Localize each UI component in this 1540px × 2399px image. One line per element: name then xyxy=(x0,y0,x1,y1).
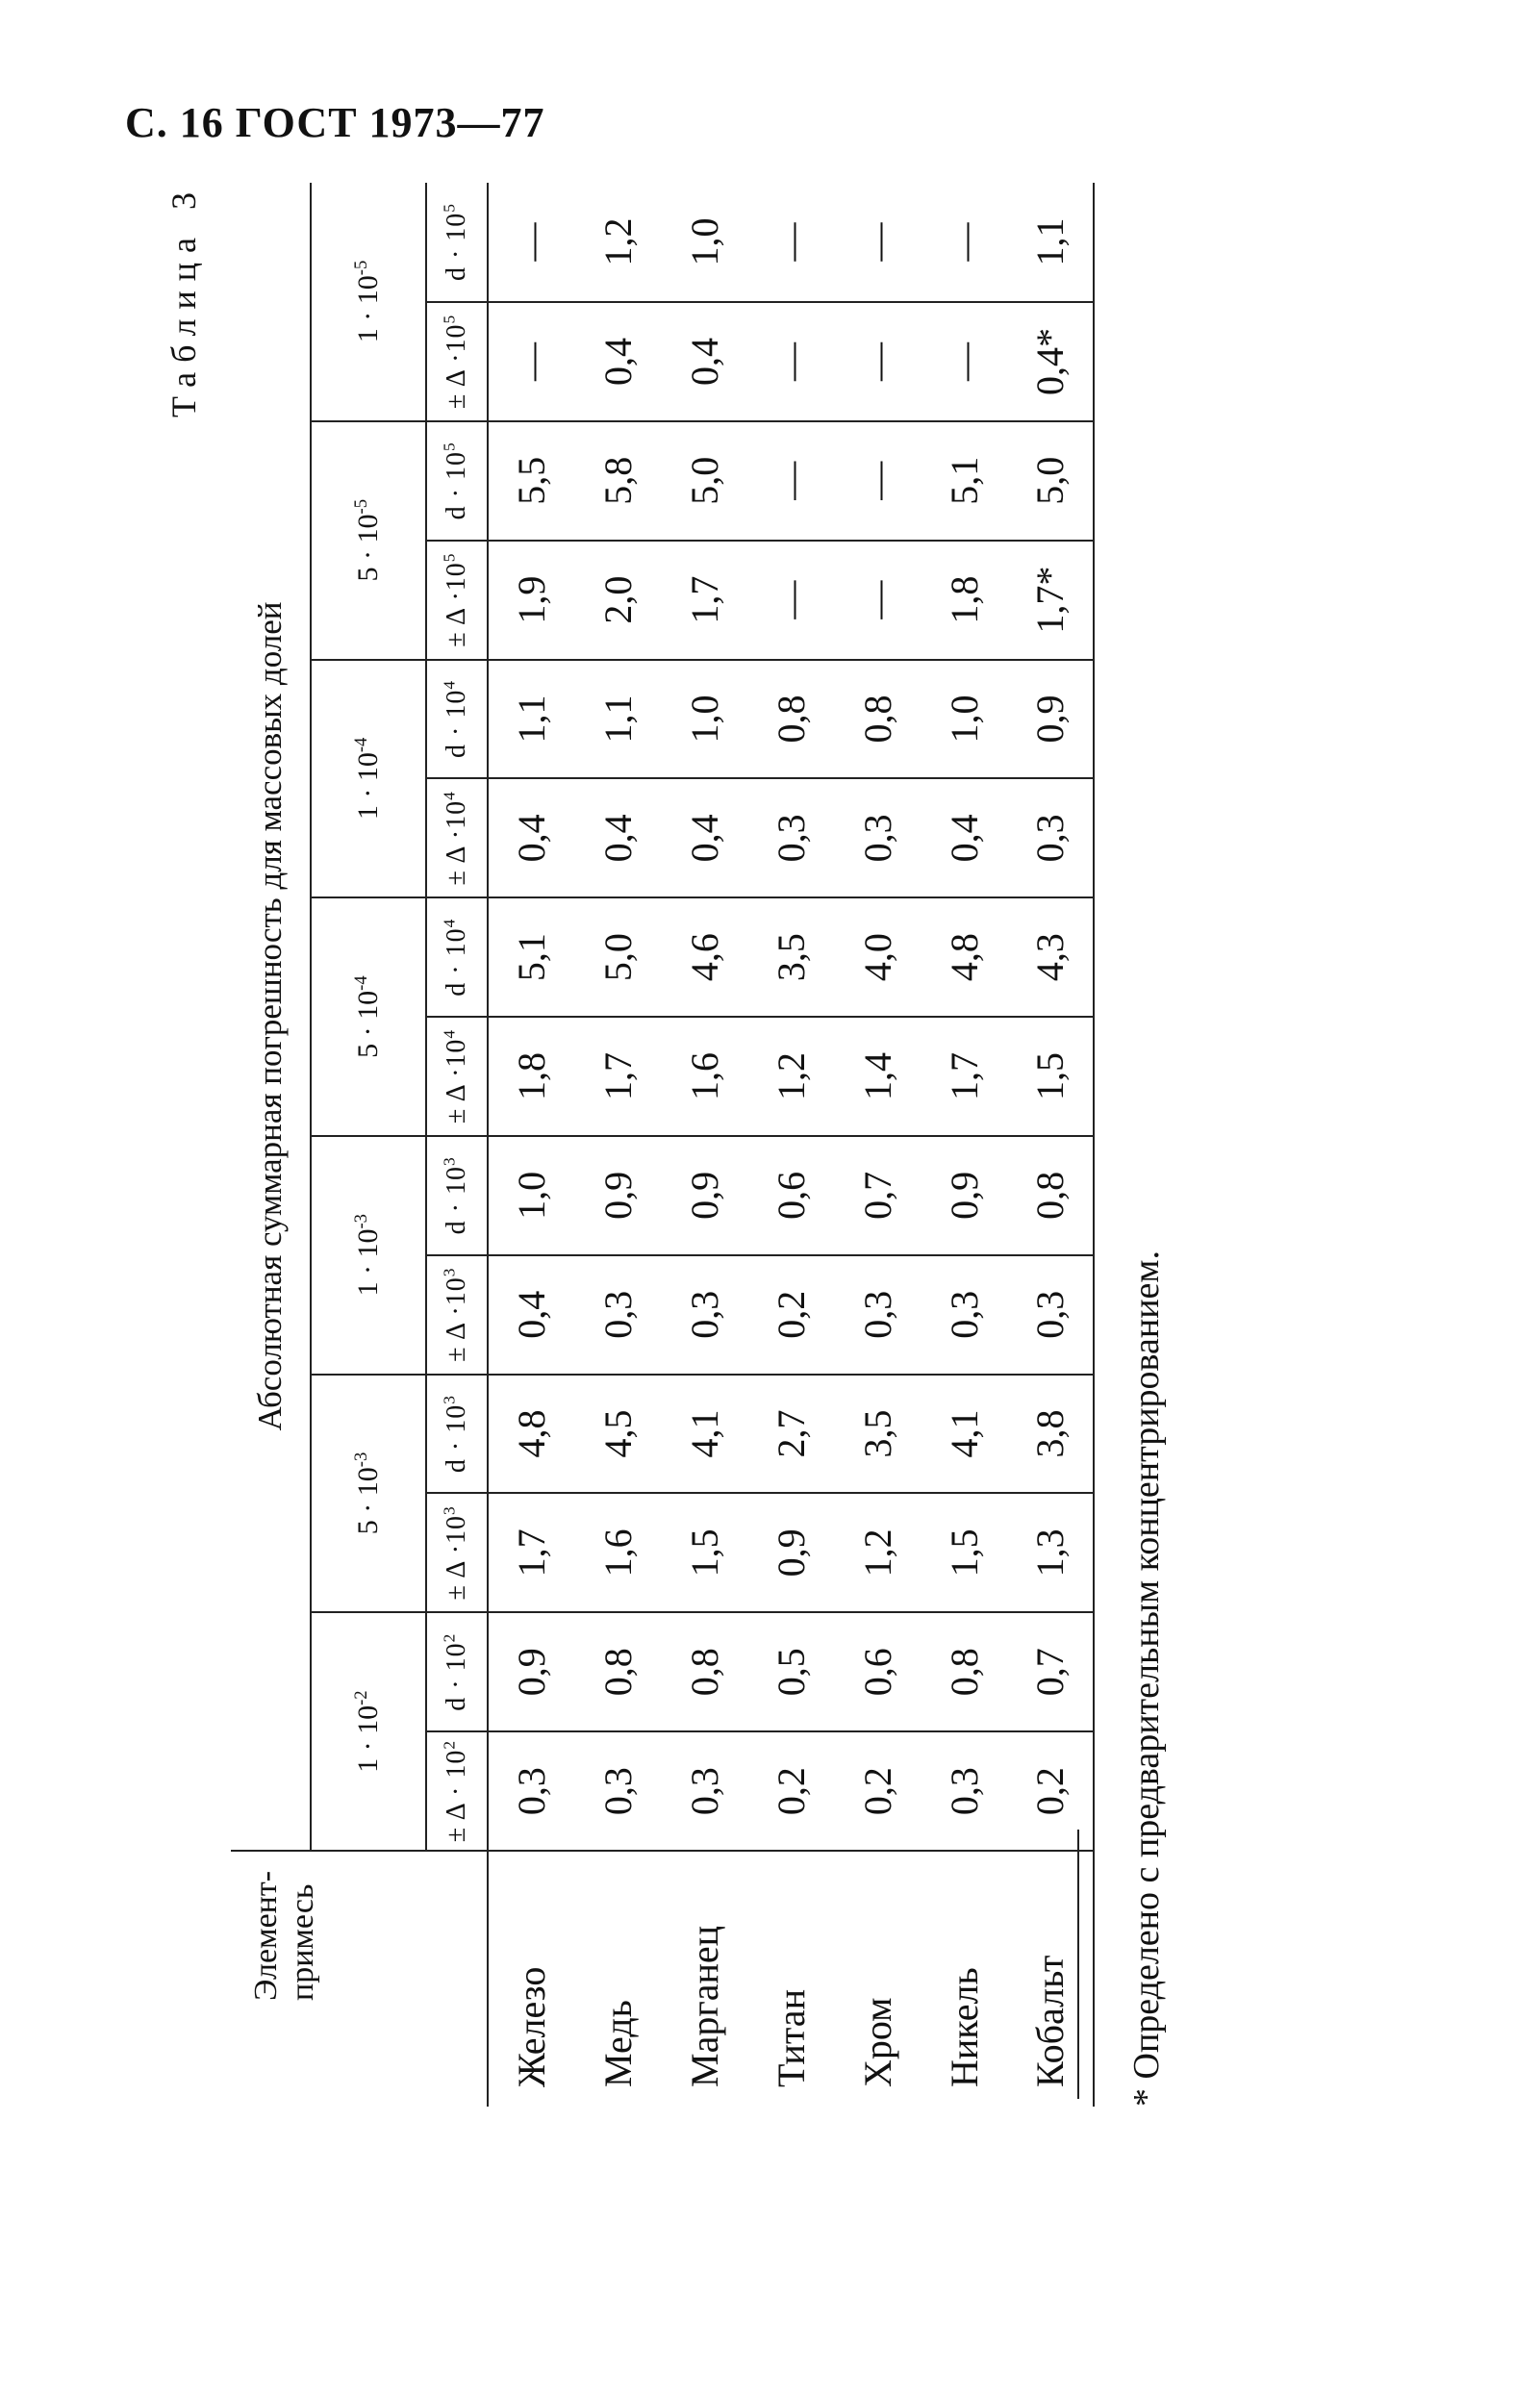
table-cell: 3,5 xyxy=(747,897,834,1017)
table-cell: 0,2 xyxy=(1007,1731,1094,1851)
table-cell: 0,6 xyxy=(834,1612,921,1731)
table-cell: 1,7 xyxy=(921,1017,1007,1136)
base-text: 1 · 10 xyxy=(352,1228,384,1297)
table-cell: 2,7 xyxy=(747,1375,834,1494)
delta-subheader xyxy=(426,1255,488,1375)
table-cell: 4,6 xyxy=(661,897,747,1017)
table-cell: 0,6 xyxy=(747,1136,834,1255)
table-cell: 0,9 xyxy=(661,1136,747,1255)
table-cell: 1,5 xyxy=(661,1493,747,1612)
table-caption: Таблица 3 xyxy=(164,183,203,417)
row-element-label: Никель xyxy=(921,1851,1007,2107)
table-cell: 5,5 xyxy=(488,421,574,541)
table-cell: 0,4 xyxy=(488,1255,574,1375)
base-text: 1 · 10 xyxy=(352,1705,384,1773)
exponent: -2 xyxy=(351,1690,371,1705)
table-cell: 4,8 xyxy=(488,1375,574,1494)
base-text: d · 10 xyxy=(442,1642,471,1711)
row-element-label: Железо xyxy=(488,1851,574,2107)
table-cell: 1,2 xyxy=(574,183,661,302)
table-cell: 4,1 xyxy=(661,1375,747,1494)
group-header xyxy=(311,183,426,421)
delta-subheader xyxy=(426,1017,488,1136)
table-cell: 1,1 xyxy=(488,660,574,779)
base-text: d · 10 xyxy=(442,1403,471,1474)
exponent: -5 xyxy=(351,498,371,515)
table-cell: 1,7 xyxy=(661,541,747,660)
table-cell: 0,3 xyxy=(834,778,921,897)
group-header xyxy=(311,1136,426,1375)
base-text: d · 10 xyxy=(442,450,471,520)
exponent: 3 xyxy=(440,1267,459,1277)
table-cell: 0,4 xyxy=(488,778,574,897)
table-cell: — xyxy=(834,302,921,421)
d-subheader xyxy=(426,1136,488,1255)
table-cell: — xyxy=(834,541,921,660)
table-cell: 0,3 xyxy=(834,1255,921,1375)
table-cell: 0,2 xyxy=(747,1255,834,1375)
base-text: d · 10 xyxy=(442,212,471,282)
base-text: 1 · 10 xyxy=(352,752,384,821)
delta-subheader xyxy=(426,778,488,897)
table-cell: 0,3 xyxy=(1007,778,1094,897)
table-cell: — xyxy=(747,183,834,302)
table-cell: 0,4 xyxy=(661,302,747,421)
table-cell: 4,5 xyxy=(574,1375,661,1494)
table-cell: 0,3 xyxy=(921,1255,1007,1375)
exponent: -3 xyxy=(351,1452,371,1468)
table-cell: 1,3 xyxy=(1007,1493,1094,1612)
exponent: 3 xyxy=(440,1395,459,1404)
table-row xyxy=(921,183,1007,2107)
table-cell: 1,2 xyxy=(747,1017,834,1136)
row-element-label: Титан xyxy=(747,1851,834,2107)
base-text: ± Δ ·10 xyxy=(442,562,471,647)
table-cell: 1,4 xyxy=(834,1017,921,1136)
delta-subheader xyxy=(426,302,488,421)
table-cell: 5,0 xyxy=(1007,421,1094,541)
exponent: -3 xyxy=(351,1214,371,1229)
table-cell: — xyxy=(488,302,574,421)
exponent: 4 xyxy=(440,679,459,690)
table-cell: 0,3 xyxy=(488,1731,574,1851)
d-subheader xyxy=(426,1612,488,1731)
base-text: ± Δ ·10 xyxy=(442,1514,471,1601)
table-cell: 3,5 xyxy=(834,1375,921,1494)
base-text: 5 · 10 xyxy=(352,514,384,582)
table-cell: 1,7 xyxy=(488,1493,574,1612)
table-cell: 1,0 xyxy=(661,183,747,302)
element-column-header: Элемент-примесь xyxy=(231,1851,488,2107)
spanning-header: Абсолютная суммарная погрешность для массовых долей xyxy=(231,183,311,1851)
exponent: 2 xyxy=(440,1632,459,1643)
row-element-label: Хром xyxy=(834,1851,921,2107)
delta-subheader xyxy=(426,1493,488,1612)
table-row xyxy=(574,183,661,2107)
table-cell: 1,5 xyxy=(921,1493,1007,1612)
exponent: 4 xyxy=(440,918,459,928)
d-subheader xyxy=(426,1375,488,1494)
row-element-label: Кобальт xyxy=(1007,1851,1094,2107)
table-cell: 0,4 xyxy=(921,778,1007,897)
table-cell: 0,4* xyxy=(1007,302,1094,421)
table-cell: 0,3 xyxy=(1007,1255,1094,1375)
table-cell: — xyxy=(834,183,921,302)
table-row xyxy=(1007,183,1094,2107)
exponent: 2 xyxy=(440,1739,459,1750)
group-header xyxy=(311,1375,426,1613)
table-cell: 0,8 xyxy=(747,660,834,779)
footnote-rule xyxy=(1077,1830,1079,2099)
exponent: -4 xyxy=(351,737,371,753)
d-subheader xyxy=(426,421,488,541)
base-text: 1 · 10 xyxy=(352,275,384,343)
d-subheader xyxy=(426,183,488,302)
base-text: d · 10 xyxy=(442,1166,471,1235)
table-cell: 2,0 xyxy=(574,541,661,660)
table-cell: 1,9 xyxy=(488,541,574,660)
table-cell: 1,7 xyxy=(574,1017,661,1136)
exponent: 4 xyxy=(440,791,459,800)
table-cell: 1,1 xyxy=(1007,183,1094,302)
table-cell: — xyxy=(747,541,834,660)
base-text: ± Δ · 10 xyxy=(442,1749,471,1843)
table-cell: 0,4 xyxy=(574,778,661,897)
table-cell: 4,8 xyxy=(921,897,1007,1017)
table-cell: 4,1 xyxy=(921,1375,1007,1494)
table-cell: 0,2 xyxy=(747,1731,834,1851)
footnote: * Определено с предварительным концентрированием. xyxy=(1126,1250,1167,2107)
table-cell: 1,0 xyxy=(488,1136,574,1255)
table-cell: 1,0 xyxy=(921,660,1007,779)
exponent: -4 xyxy=(351,975,371,991)
base-text: 5 · 10 xyxy=(352,1467,384,1535)
table-cell: — xyxy=(921,302,1007,421)
table-cell: 1,7* xyxy=(1007,541,1094,660)
row-element-label: Марганец xyxy=(661,1851,747,2107)
table-cell: 4,3 xyxy=(1007,897,1094,1017)
table-cell: — xyxy=(747,302,834,421)
table-cell: 1,1 xyxy=(574,660,661,779)
table-cell: 0,8 xyxy=(834,660,921,779)
table-cell: — xyxy=(747,421,834,541)
table-cell: 0,3 xyxy=(921,1731,1007,1851)
base-text: ± Δ ·10 xyxy=(442,799,471,886)
table-row xyxy=(661,183,747,2107)
delta-subheader xyxy=(426,1731,488,1851)
table-cell: 0,9 xyxy=(488,1612,574,1731)
exponent: 5 xyxy=(440,442,459,451)
group-header xyxy=(311,897,426,1136)
table-cell: 0,9 xyxy=(1007,660,1094,779)
d-subheader xyxy=(426,660,488,779)
table-cell: 0,4 xyxy=(574,302,661,421)
data-table xyxy=(231,183,1095,2107)
table-cell: 4,0 xyxy=(834,897,921,1017)
table-cell: 0,8 xyxy=(921,1612,1007,1731)
group-header xyxy=(311,421,426,660)
table-cell: 0,3 xyxy=(661,1731,747,1851)
table-cell: 0,8 xyxy=(1007,1136,1094,1255)
exponent: 5 xyxy=(440,552,459,563)
base-text: 5 · 10 xyxy=(352,990,384,1058)
table-cell: 3,8 xyxy=(1007,1375,1094,1494)
table-row xyxy=(747,183,834,2107)
table-row xyxy=(834,183,921,2107)
table-cell: 1,6 xyxy=(574,1493,661,1612)
base-text: ± Δ ·10 xyxy=(442,1038,471,1124)
table-cell: — xyxy=(488,183,574,302)
table-cell: 5,0 xyxy=(661,421,747,541)
table-cell: 1,8 xyxy=(488,1017,574,1136)
table-cell: 0,9 xyxy=(921,1136,1007,1255)
table-cell: 0,3 xyxy=(661,1255,747,1375)
table-cell: 0,9 xyxy=(747,1493,834,1612)
base-text: ± Δ ·10 xyxy=(442,323,471,410)
table-cell: 5,1 xyxy=(488,897,574,1017)
table-cell: 5,8 xyxy=(574,421,661,541)
table-cell: 0,2 xyxy=(834,1731,921,1851)
base-text: d · 10 xyxy=(442,927,471,997)
table-cell: 0,8 xyxy=(574,1612,661,1731)
exponent: 5 xyxy=(440,314,459,324)
table-cell: 0,5 xyxy=(747,1612,834,1731)
table-cell: 1,6 xyxy=(661,1017,747,1136)
table-row xyxy=(488,183,574,2107)
table-cell: — xyxy=(834,421,921,541)
table-cell: 0,3 xyxy=(574,1731,661,1851)
table-cell: 1,2 xyxy=(834,1493,921,1612)
base-text: d · 10 xyxy=(442,689,471,758)
table-cell: 0,3 xyxy=(574,1255,661,1375)
table-cell: 0,7 xyxy=(834,1136,921,1255)
exponent: 4 xyxy=(440,1028,459,1039)
exponent: 3 xyxy=(440,1156,459,1167)
table-cell: 0,9 xyxy=(574,1136,661,1255)
delta-subheader xyxy=(426,541,488,660)
table-cell: 0,4 xyxy=(661,778,747,897)
table-cell: — xyxy=(921,183,1007,302)
exponent: -5 xyxy=(351,260,371,276)
page-header: С. 16 ГОСТ 1973—77 xyxy=(125,99,545,146)
table-cell: 0,8 xyxy=(661,1612,747,1731)
table-cell: 1,5 xyxy=(1007,1017,1094,1136)
d-subheader xyxy=(426,897,488,1017)
group-header xyxy=(311,1612,426,1851)
table-cell: 5,0 xyxy=(574,897,661,1017)
exponent: 3 xyxy=(440,1505,459,1515)
table-cell: 1,0 xyxy=(661,660,747,779)
base-text: ± Δ ·10 xyxy=(442,1276,471,1362)
row-element-label: Медь xyxy=(574,1851,661,2107)
table-cell: 0,7 xyxy=(1007,1612,1094,1731)
table-cell: 0,3 xyxy=(747,778,834,897)
table-cell: 5,1 xyxy=(921,421,1007,541)
group-header xyxy=(311,660,426,898)
exponent: 5 xyxy=(440,203,459,213)
table-cell: 1,8 xyxy=(921,541,1007,660)
rotated-table-block xyxy=(164,183,1167,2107)
